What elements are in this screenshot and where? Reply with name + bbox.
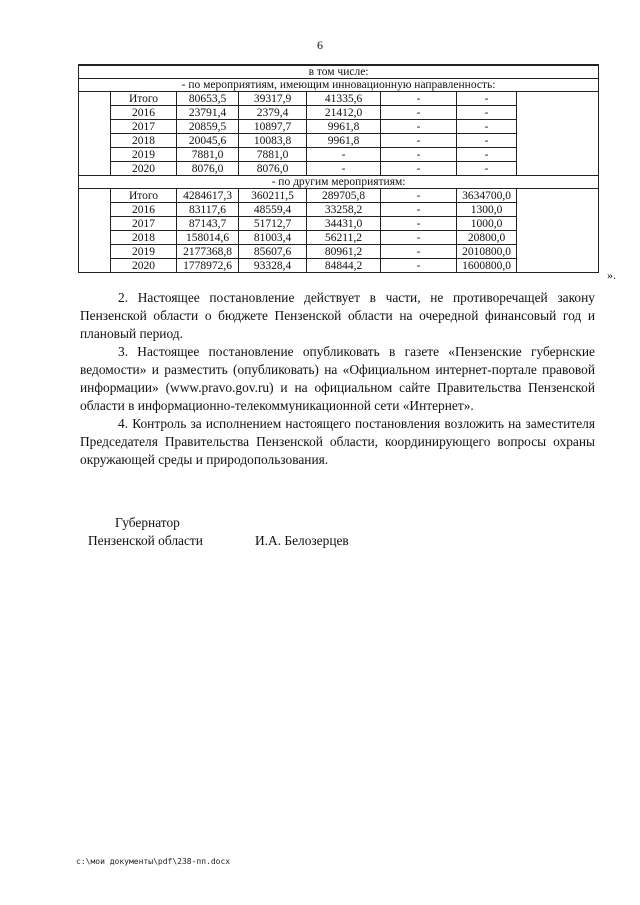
value-cell: - bbox=[381, 162, 457, 176]
table-row bbox=[79, 106, 599, 120]
right-spacer-cell bbox=[517, 148, 599, 162]
value-cell: 3634700,0 bbox=[457, 189, 517, 203]
left-spacer-cell bbox=[79, 217, 111, 231]
table-row bbox=[79, 189, 599, 203]
value-cell: 83117,6 bbox=[177, 203, 239, 217]
row-label-cell: 2016 bbox=[111, 106, 177, 120]
left-spacer-cell bbox=[79, 92, 111, 106]
value-cell: - bbox=[381, 134, 457, 148]
row-label-cell: Итого bbox=[111, 189, 177, 203]
row-label-cell: 2019 bbox=[111, 245, 177, 259]
value-cell: 51712,7 bbox=[239, 217, 307, 231]
value-cell: - bbox=[381, 245, 457, 259]
right-spacer-cell bbox=[517, 259, 599, 273]
value-cell: - bbox=[381, 189, 457, 203]
left-spacer-cell bbox=[79, 134, 111, 148]
value-cell: - bbox=[381, 259, 457, 273]
value-cell: - bbox=[381, 231, 457, 245]
left-spacer-cell bbox=[79, 120, 111, 134]
value-cell: - bbox=[381, 148, 457, 162]
value-cell: - bbox=[307, 162, 381, 176]
row-label-cell: 2016 bbox=[111, 203, 177, 217]
value-cell: 81003,4 bbox=[239, 231, 307, 245]
value-cell: 10897,7 bbox=[239, 120, 307, 134]
row-label-cell: 2018 bbox=[111, 231, 177, 245]
table-row bbox=[79, 134, 599, 148]
value-cell: - bbox=[381, 217, 457, 231]
value-cell: 33258,2 bbox=[307, 203, 381, 217]
paragraph-4: 4. Контроль за исполнением настоящего постановления возложить на заместителя Председателя Правительства Пензенской области, координирующего вопросы охраны окружающей среды и природопользования. bbox=[80, 416, 595, 467]
value-cell: - bbox=[307, 148, 381, 162]
table-row bbox=[79, 203, 599, 217]
closing-quote: ». bbox=[607, 268, 619, 282]
value-cell: - bbox=[457, 92, 517, 106]
value-cell: 80653,5 bbox=[177, 92, 239, 106]
value-cell: 8076,0 bbox=[239, 162, 307, 176]
row-label-cell: Итого bbox=[111, 92, 177, 106]
value-cell: - bbox=[381, 106, 457, 120]
row-label-cell: 2020 bbox=[111, 259, 177, 273]
signature-region: Пензенской области bbox=[88, 533, 203, 548]
page-number: 6 bbox=[317, 38, 323, 52]
table-row bbox=[79, 259, 599, 273]
table-row bbox=[79, 92, 599, 106]
row-label-cell: 2017 bbox=[111, 217, 177, 231]
value-cell: 4284617,3 bbox=[177, 189, 239, 203]
footer-file-path: c:\мои документы\pdf\238-пп.docx bbox=[76, 857, 231, 866]
table-row bbox=[79, 245, 599, 259]
table-row bbox=[79, 231, 599, 245]
right-spacer-cell bbox=[517, 162, 599, 176]
value-cell: - bbox=[381, 203, 457, 217]
budget-table bbox=[78, 64, 599, 273]
value-cell: 21412,0 bbox=[307, 106, 381, 120]
value-cell: 9961,8 bbox=[307, 134, 381, 148]
value-cell: 39317,9 bbox=[239, 92, 307, 106]
value-cell: 20800,0 bbox=[457, 231, 517, 245]
right-spacer-cell bbox=[517, 92, 599, 106]
right-spacer-cell bbox=[517, 203, 599, 217]
table-header-cell: в том числе: bbox=[79, 65, 599, 79]
value-cell: - bbox=[457, 162, 517, 176]
table-row bbox=[79, 162, 599, 176]
value-cell: 158014,6 bbox=[177, 231, 239, 245]
right-spacer-cell bbox=[517, 134, 599, 148]
value-cell: - bbox=[457, 120, 517, 134]
value-cell: 1600800,0 bbox=[457, 259, 517, 273]
value-cell: 48559,4 bbox=[239, 203, 307, 217]
signature-title: Губернатор bbox=[115, 515, 180, 530]
right-spacer-cell bbox=[517, 189, 599, 203]
row-label-cell: 2017 bbox=[111, 120, 177, 134]
section-title: - по другим мероприятиям: bbox=[79, 176, 599, 189]
value-cell: 360211,5 bbox=[239, 189, 307, 203]
value-cell: 20859,5 bbox=[177, 120, 239, 134]
value-cell: 2379,4 bbox=[239, 106, 307, 120]
right-spacer-cell bbox=[517, 217, 599, 231]
value-cell: 8076,0 bbox=[177, 162, 239, 176]
paragraph-3: 3. Настоящее постановление опубликовать в газете «Пензенские губернские ведомости» и разместить (опубликовать) на «Официальном интернет-портале правовой информации» (www.pravo.gov.ru) и на официальном сайте Правительства Пензенской области в информационно-телекоммуникационной сети «Интернет». bbox=[80, 344, 595, 413]
left-spacer-cell bbox=[79, 259, 111, 273]
table-row bbox=[79, 217, 599, 231]
left-spacer-cell bbox=[79, 203, 111, 217]
left-spacer-cell bbox=[79, 148, 111, 162]
value-cell: - bbox=[457, 148, 517, 162]
body-text bbox=[80, 289, 595, 469]
value-cell: 41335,6 bbox=[307, 92, 381, 106]
value-cell: 289705,8 bbox=[307, 189, 381, 203]
row-label-cell: 2019 bbox=[111, 148, 177, 162]
value-cell: 80961,2 bbox=[307, 245, 381, 259]
value-cell: 87143,7 bbox=[177, 217, 239, 231]
value-cell: 34431,0 bbox=[307, 217, 381, 231]
value-cell: - bbox=[457, 106, 517, 120]
value-cell: 85607,6 bbox=[239, 245, 307, 259]
value-cell: 93328,4 bbox=[239, 259, 307, 273]
value-cell: 23791,4 bbox=[177, 106, 239, 120]
table-row bbox=[79, 120, 599, 134]
value-cell: 84844,2 bbox=[307, 259, 381, 273]
value-cell: 1000,0 bbox=[457, 217, 517, 231]
right-spacer-cell bbox=[517, 120, 599, 134]
value-cell: 1778972,6 bbox=[177, 259, 239, 273]
paragraph-2: 2. Настоящее постановление действует в части, не противоречащей закону Пензенской области о бюджете Пензенской области на очередной финансовый год и плановый период. bbox=[80, 290, 595, 341]
right-spacer-cell bbox=[517, 106, 599, 120]
left-spacer-cell bbox=[79, 245, 111, 259]
value-cell: 2177368,8 bbox=[177, 245, 239, 259]
value-cell: 9961,8 bbox=[307, 120, 381, 134]
value-cell: 56211,2 bbox=[307, 231, 381, 245]
row-label-cell: 2020 bbox=[111, 162, 177, 176]
section-title: - по мероприятиям, имеющим инновационную направленность: bbox=[79, 79, 599, 92]
left-spacer-cell bbox=[79, 189, 111, 203]
left-spacer-cell bbox=[79, 106, 111, 120]
value-cell: - bbox=[457, 134, 517, 148]
value-cell: - bbox=[381, 92, 457, 106]
value-cell: 20045,6 bbox=[177, 134, 239, 148]
table-row bbox=[79, 148, 599, 162]
value-cell: 10083,8 bbox=[239, 134, 307, 148]
value-cell: 2010800,0 bbox=[457, 245, 517, 259]
row-label-cell: 2018 bbox=[111, 134, 177, 148]
right-spacer-cell bbox=[517, 231, 599, 245]
value-cell: 7881,0 bbox=[239, 148, 307, 162]
value-cell: 1300,0 bbox=[457, 203, 517, 217]
value-cell: 7881,0 bbox=[177, 148, 239, 162]
signature-name: И.А. Белозерцев bbox=[255, 533, 349, 548]
value-cell: - bbox=[381, 120, 457, 134]
right-spacer-cell bbox=[517, 245, 599, 259]
left-spacer-cell bbox=[79, 162, 111, 176]
left-spacer-cell bbox=[79, 231, 111, 245]
